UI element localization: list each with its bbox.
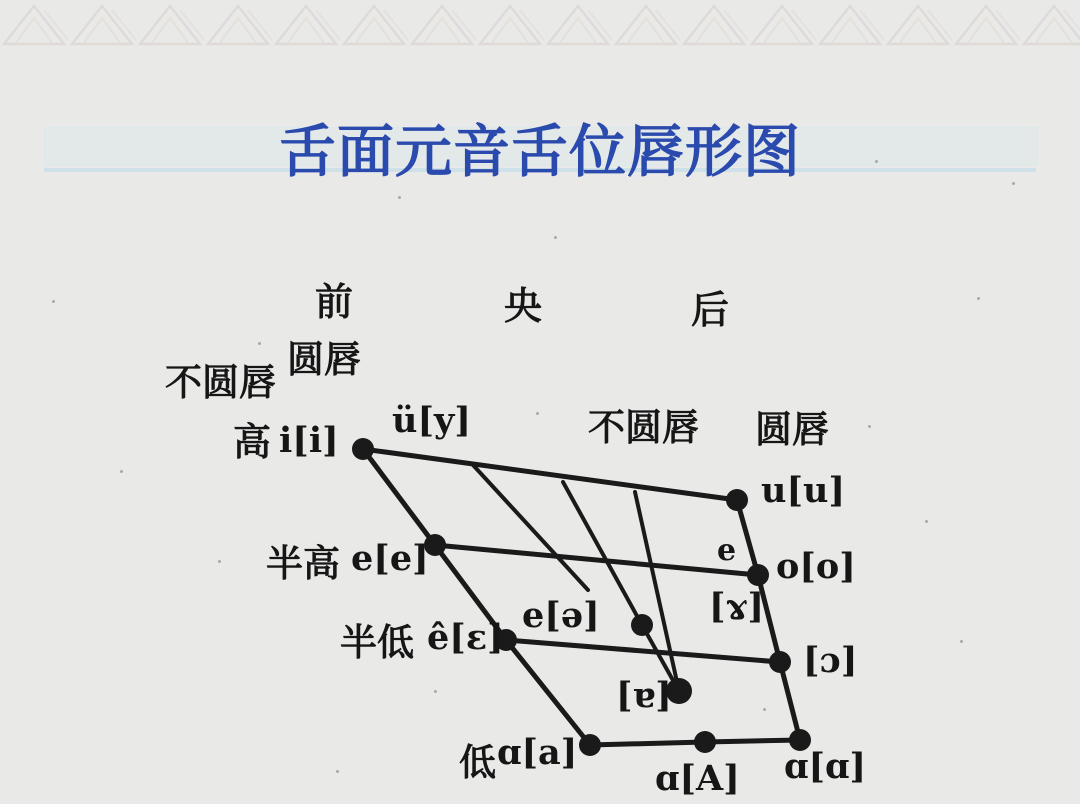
edge-top [363, 449, 737, 500]
dot-a-front [579, 734, 601, 756]
vowel-label-a-front: ɑ[a] [497, 732, 578, 773]
column-label-central: 央 [504, 283, 543, 328]
vowel-label-e-small: e [717, 533, 737, 568]
vowel-label-a-central: ɑ[A] [655, 758, 740, 799]
row-label-half-low: 半低 [340, 620, 414, 664]
column-label-back: 后 [691, 287, 730, 332]
edge-right-lower [780, 662, 800, 740]
dot-a-central [694, 731, 716, 753]
line-half-high [435, 545, 758, 575]
edge-left-upper [363, 449, 435, 545]
vowel-label-open-o: [ɔ] [803, 640, 858, 681]
edge-right-upper [737, 500, 758, 575]
dot-schwa [631, 614, 653, 636]
column-label-front: 前 [315, 279, 354, 324]
dot-open-o [769, 651, 791, 673]
central-line-3 [635, 492, 679, 691]
row-label-half-high: 半高 [266, 541, 340, 585]
vowel-label-schwa: e[ə] [522, 595, 600, 636]
vowel-label-a-back: ɑ[ɑ] [784, 746, 867, 787]
row-label-low: 低 [459, 740, 496, 784]
vowel-label-e-front: e[e] [351, 538, 429, 579]
central-line-1 [473, 465, 588, 590]
dot-i [352, 438, 374, 460]
lip-label-front-rounded: 圆唇 [287, 337, 361, 381]
line-half-low [506, 640, 780, 662]
vowel-label-u: u[u] [761, 470, 846, 511]
vowel-label-o: o[o] [776, 546, 856, 587]
row-label-high: 高 [233, 419, 272, 464]
edge-bottom-left [590, 742, 705, 745]
lip-label-back-unrounded: 不圆唇 [588, 405, 699, 449]
page-title: 舌面元音舌位唇形图 [279, 121, 801, 184]
vowel-label-gamma: [ɤ] [709, 586, 765, 627]
vowel-label-eh: ê[ɛ] [427, 617, 504, 658]
lip-label-back-rounded: 圆唇 [755, 407, 829, 451]
dot-u [726, 489, 748, 511]
lip-label-front-unrounded: 不圆唇 [165, 360, 276, 404]
edge-left-lower [506, 640, 590, 745]
vowel-label-turned-a: [ɐ] [616, 675, 672, 716]
edge-bottom-right [705, 740, 800, 742]
vowel-label-yu: ü[y] [392, 400, 471, 441]
dot-o [747, 564, 769, 586]
vowel-label-i: i[i] [279, 420, 339, 461]
